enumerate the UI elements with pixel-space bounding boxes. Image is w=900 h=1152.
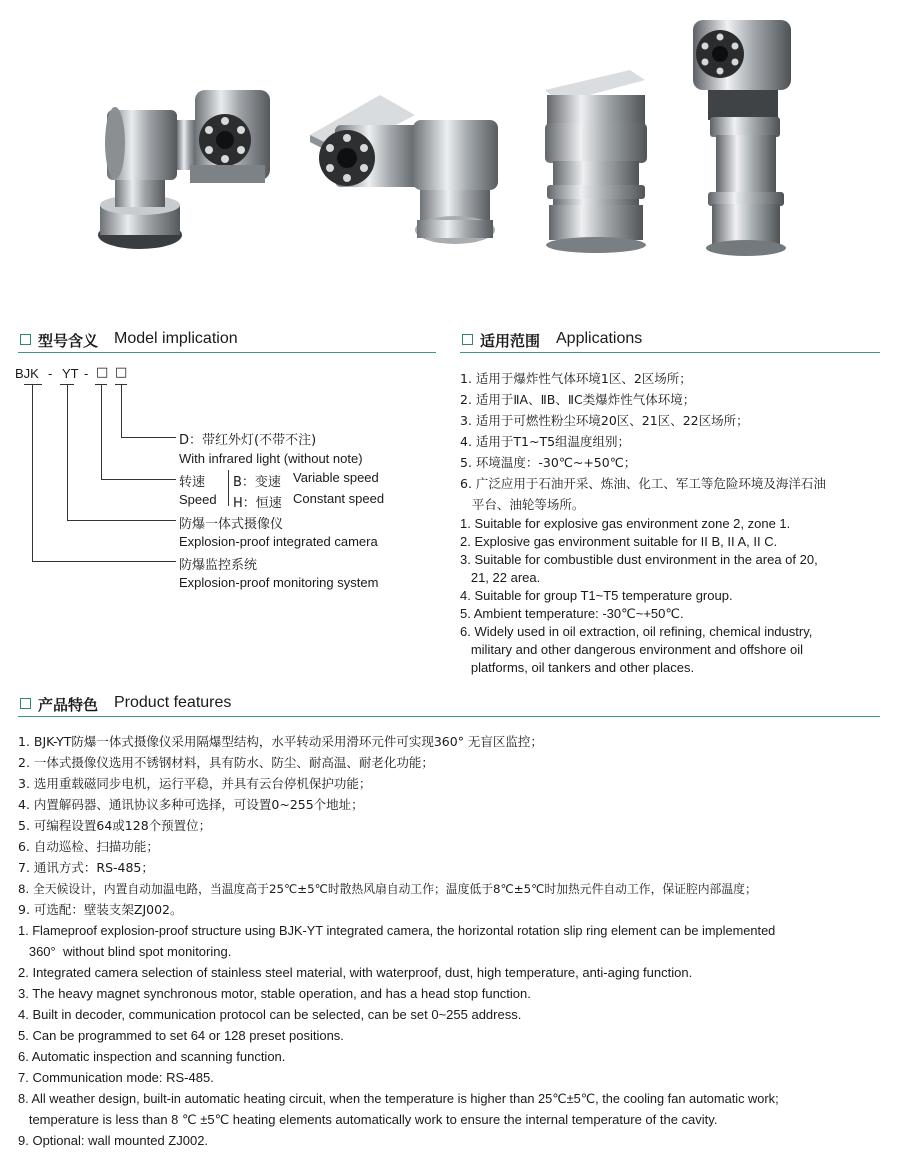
- list-item: 6. 自动巡检、扫描功能；: [18, 839, 159, 854]
- features-header-en: Product features: [114, 694, 232, 711]
- list-item: 3. Suitable for combustible dust environment in the area of 20,: [460, 552, 818, 567]
- camera-photo-2: [305, 90, 500, 255]
- bjk-label-zh: 防爆监控系统: [179, 558, 258, 573]
- yt-label-en: Explosion-proof integrated camera: [179, 534, 378, 549]
- list-item: 8. 全天候设计，内置自动加温电路，当温度高于25℃±5℃时散热风扇自动工作；温度低于8℃±5℃时加热元件自动工作，保证腔内部温度；: [18, 882, 757, 896]
- camera-photo-1: [95, 85, 280, 255]
- list-item: 平台、油轮等场所。: [460, 497, 585, 512]
- bjk-label-en: Explosion-proof monitoring system: [179, 575, 379, 590]
- list-item: 4. Built in decoder, communication protocol can be selected, can be set 0~255 address.: [18, 1007, 522, 1022]
- code-bjk: BJK: [15, 366, 39, 381]
- b-variable-zh: B：变速: [233, 475, 281, 490]
- d-label-en: With infrared light (without note): [179, 451, 363, 466]
- list-item: 1. BJK-YT防爆一体式摄像仪采用隔爆型结构，水平转动采用滑环元件可实现360° 无盲区监控；: [18, 734, 543, 749]
- list-item: 4. 内置解码器、通讯协议多种可选择，可设置0~255个地址；: [18, 797, 364, 812]
- list-item: 9. 可选配：壁装支架ZJ002。: [18, 902, 183, 917]
- list-item: 3. 适用于可燃性粉尘环境20区、21区、22区场所；: [460, 413, 749, 428]
- applications-header-en: Applications: [556, 330, 643, 347]
- list-item: 4. Suitable for group T1~T5 temperature group.: [460, 588, 733, 603]
- model-header-en: Model implication: [114, 330, 238, 347]
- list-item: 3. 选用重载磁同步电机，运行平稳，并具有云台停机保护功能；: [18, 776, 372, 791]
- model-implication-header: [18, 330, 436, 353]
- speed-label-en: Speed: [179, 492, 217, 507]
- list-item: 2. 适用于ⅡA、ⅡB、ⅡC类爆炸性气体环境；: [460, 392, 696, 407]
- checkbox-square-icon: [462, 334, 473, 345]
- list-item: 1. 适用于爆炸性气体环境1区、2区场所；: [460, 371, 692, 386]
- checkbox-square-icon: [20, 698, 31, 709]
- list-item: 2. Explosive gas environment suitable for II B, II A, II C.: [460, 534, 778, 549]
- h-constant-zh: H：恒速: [233, 496, 282, 511]
- list-item: 2. 一体式摄像仪选用不锈钢材料，具有防水、防尘、耐高温、耐老化功能；: [18, 755, 434, 770]
- list-item: 21, 22 area.: [460, 570, 541, 585]
- list-item: platforms, oil tankers and other places.: [460, 660, 695, 675]
- list-item: 4. 适用于T1~T5组温度组别；: [460, 434, 631, 449]
- h-constant-en: Constant speed: [293, 491, 385, 506]
- features-header-zh: 产品特色: [38, 696, 99, 714]
- list-item: 9. Optional: wall mounted ZJ002.: [18, 1133, 209, 1148]
- list-item: 3. The heavy magnet synchronous motor, stable operation, and has a head stop function.: [18, 986, 531, 1001]
- code-dash-2: -: [84, 366, 89, 381]
- b-variable-en: Variable speed: [293, 470, 379, 485]
- speed-label-zh: 转速: [179, 475, 206, 490]
- list-item: 5. 环境温度：-30℃~+50℃；: [460, 455, 637, 470]
- code-box-speed: □: [96, 365, 109, 380]
- list-item: 360° without blind spot monitoring.: [18, 944, 232, 959]
- yt-label-zh: 防爆一体式摄像仪: [179, 517, 284, 532]
- list-item: 7. Communication mode: RS-485.: [18, 1070, 214, 1085]
- list-item: 6. Widely used in oil extraction, oil refining, chemical industry,: [460, 624, 813, 639]
- code-box-light: □: [115, 365, 128, 380]
- list-item: temperature is less than 8 ℃ ±5℃ heating elements automatically work to ensure the internal temperature of the cavity.: [18, 1112, 718, 1127]
- camera-photo-4: [688, 12, 798, 262]
- camera-photo-3: [535, 65, 655, 255]
- list-item: 2. Integrated camera selection of stainless steel material, with waterproof, dust, high temperature, anti-aging function.: [18, 965, 693, 980]
- list-item: 5. 可编程设置64或128个预置位；: [18, 818, 212, 833]
- list-item: 7. 通讯方式：RS-485；: [18, 860, 154, 875]
- code-dash-1: -: [48, 366, 53, 381]
- list-item: 6. Automatic inspection and scanning function.: [18, 1049, 286, 1064]
- list-item: military and other dangerous environment and offshore oil: [460, 642, 804, 657]
- d-label-zh: D：带红外灯(不带不注): [179, 433, 317, 448]
- list-item: 5. Ambient temperature: -30℃~+50℃.: [460, 606, 684, 621]
- applications-header-zh: 适用范围: [480, 332, 541, 350]
- list-item: 8. All weather design, built-in automatic heating circuit, when the temperature is higher than 25℃±5℃, the cooling fan automatic work;: [18, 1091, 779, 1106]
- list-item: 1. Flameproof explosion-proof structure using BJK-YT integrated camera, the horizontal rotation slip ring element can be implemented: [18, 923, 776, 938]
- model-header-zh: 型号含义: [38, 332, 99, 350]
- checkbox-square-icon: [20, 334, 31, 345]
- list-item: 5. Can be programmed to set 64 or 128 preset positions.: [18, 1028, 344, 1043]
- applications-header: [460, 330, 880, 353]
- list-item: 1. Suitable for explosive gas environment zone 2, zone 1.: [460, 516, 791, 531]
- list-item: 6. 广泛应用于石油开采、炼油、化工、军工等危险环境及海洋石油: [460, 476, 826, 491]
- code-yt: YT: [62, 366, 79, 381]
- product-features-header: [18, 694, 880, 717]
